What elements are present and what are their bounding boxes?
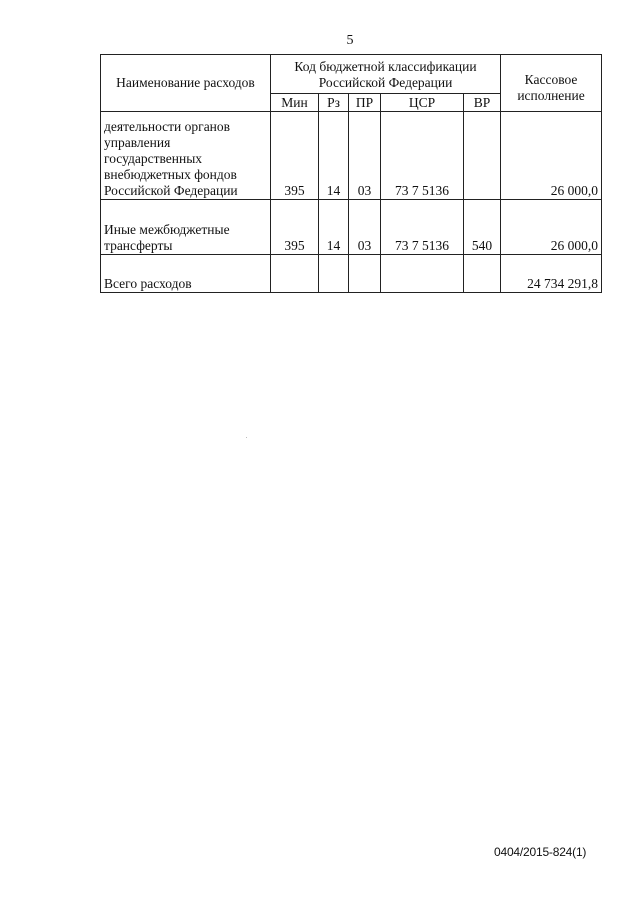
header-vr-cell: ВР — [464, 94, 501, 112]
document-code: 0404/2015-824(1) — [494, 845, 587, 859]
row-name-line: Российской Федерации — [104, 183, 238, 198]
row-rz-cell: 14 — [319, 200, 349, 255]
row-rz-cell — [319, 255, 349, 293]
row-name-line: управления — [104, 135, 171, 150]
row-name-line: трансферты — [104, 238, 173, 253]
row-amount-cell: 24 734 291,8 — [501, 255, 602, 293]
header-csr-cell: ЦСР — [381, 94, 464, 112]
table-row-total — [101, 255, 602, 293]
row-min-cell: 395 — [271, 200, 319, 255]
header-pr-cell: ПР — [349, 94, 381, 112]
row-csr-cell: 73 7 5136 — [381, 112, 464, 200]
row-name-line: деятельности органов — [104, 119, 231, 134]
row-name-cell — [101, 255, 271, 293]
budget-table — [100, 54, 602, 293]
row-amount-cell: 26 000,0 — [501, 200, 602, 255]
header-min-cell: Мин — [271, 94, 319, 112]
table-row — [101, 200, 602, 255]
row-name-cell — [101, 112, 271, 200]
row-name-line: Всего расходов — [104, 276, 192, 291]
row-rz-cell: 14 — [319, 112, 349, 200]
header-kassa-cell: Кассовое исполнение — [501, 55, 602, 112]
row-name-line: государственных — [104, 151, 203, 166]
row-vr-cell: 540 — [464, 200, 501, 255]
row-min-cell: 395 — [271, 112, 319, 200]
row-pr-cell — [349, 255, 381, 293]
page-number: 5 — [346, 33, 354, 48]
row-name-line: внебюджетных фондов — [104, 167, 237, 182]
row-name-cell — [101, 200, 271, 255]
table-row — [101, 112, 602, 200]
row-csr-cell: 73 7 5136 — [381, 200, 464, 255]
row-name-line: Иные межбюджетные — [104, 222, 230, 237]
header-code-group-cell: Код бюджетной классификации Российской Федерации — [271, 55, 501, 94]
row-min-cell — [271, 255, 319, 293]
row-amount-cell: 26 000,0 — [501, 112, 602, 200]
row-csr-cell — [381, 255, 464, 293]
row-pr-cell: 03 — [349, 200, 381, 255]
row-pr-cell: 03 — [349, 112, 381, 200]
scan-speck — [246, 437, 247, 438]
header-row-top — [101, 55, 602, 94]
row-vr-cell — [464, 255, 501, 293]
row-vr-cell — [464, 112, 501, 200]
header-name-cell: Наименование расходов — [101, 55, 271, 112]
header-rz-cell: Рз — [319, 94, 349, 112]
